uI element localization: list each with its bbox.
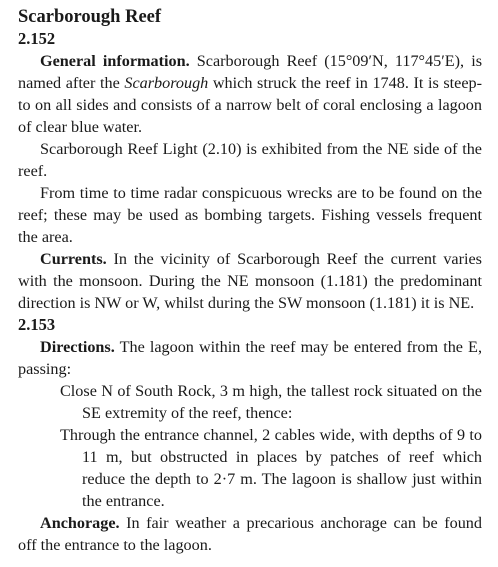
section-number: 2.152 (18, 29, 56, 48)
paragraph-text: The lagoon within the reef may be entered from the E, passing: (18, 338, 482, 378)
paragraph-text: In fair weather a precarious anchorage can be found off the entrance to the lagoon. (18, 514, 482, 554)
ship-name: Scarborough (124, 74, 209, 92)
direction-step: Through the entrance channel, 2 cables wide, with depths of 9 to 11 m, but obstructed in places by patches of reef which reduce the depth to 2·7 m. The lagoon is shallow just within the entrance. (60, 426, 482, 510)
paragraph-heading: Directions. (40, 338, 115, 356)
paragraph-wrecks: From time to time radar conspicuous wrecks are to be found on the reef; these may be used as bombing targets. Fishing vessels frequent the area. (18, 184, 482, 246)
paragraph-anchorage (18, 512, 482, 556)
paragraph-heading: General information. (40, 52, 190, 70)
paragraph-text: In the vicinity of Scarborough Reef the current varies with the monsoon. During the NE monsoon (1.181) the predominant direction is NW or W, whilst during the SW monsoon (1.181) it is NE. (18, 250, 482, 312)
section-number: 2.153 (18, 315, 56, 334)
direction-step: Close N of South Rock, 3 m high, the tallest rock situated on the SE extremity of the reef, thence: (60, 382, 482, 422)
paragraph-text: which struck the reef in 1748. It is steep-to on all sides and consists of a narrow belt of coral enclosing a lagoon of clear blue water. (18, 74, 482, 136)
paragraph-light: Scarborough Reef Light (2.10) is exhibited from the NE side of the reef. (18, 140, 482, 180)
paragraph-directions (18, 336, 482, 380)
paragraph-general-information (18, 50, 482, 138)
paragraph-currents (18, 248, 482, 314)
page-title: Scarborough Reef (18, 7, 162, 27)
paragraph-heading: Anchorage. (40, 514, 120, 532)
paragraph-heading: Currents. (40, 250, 107, 268)
paragraph-text: Scarborough Reef (15°09′N, 117°45′E), is named after the (18, 52, 482, 92)
